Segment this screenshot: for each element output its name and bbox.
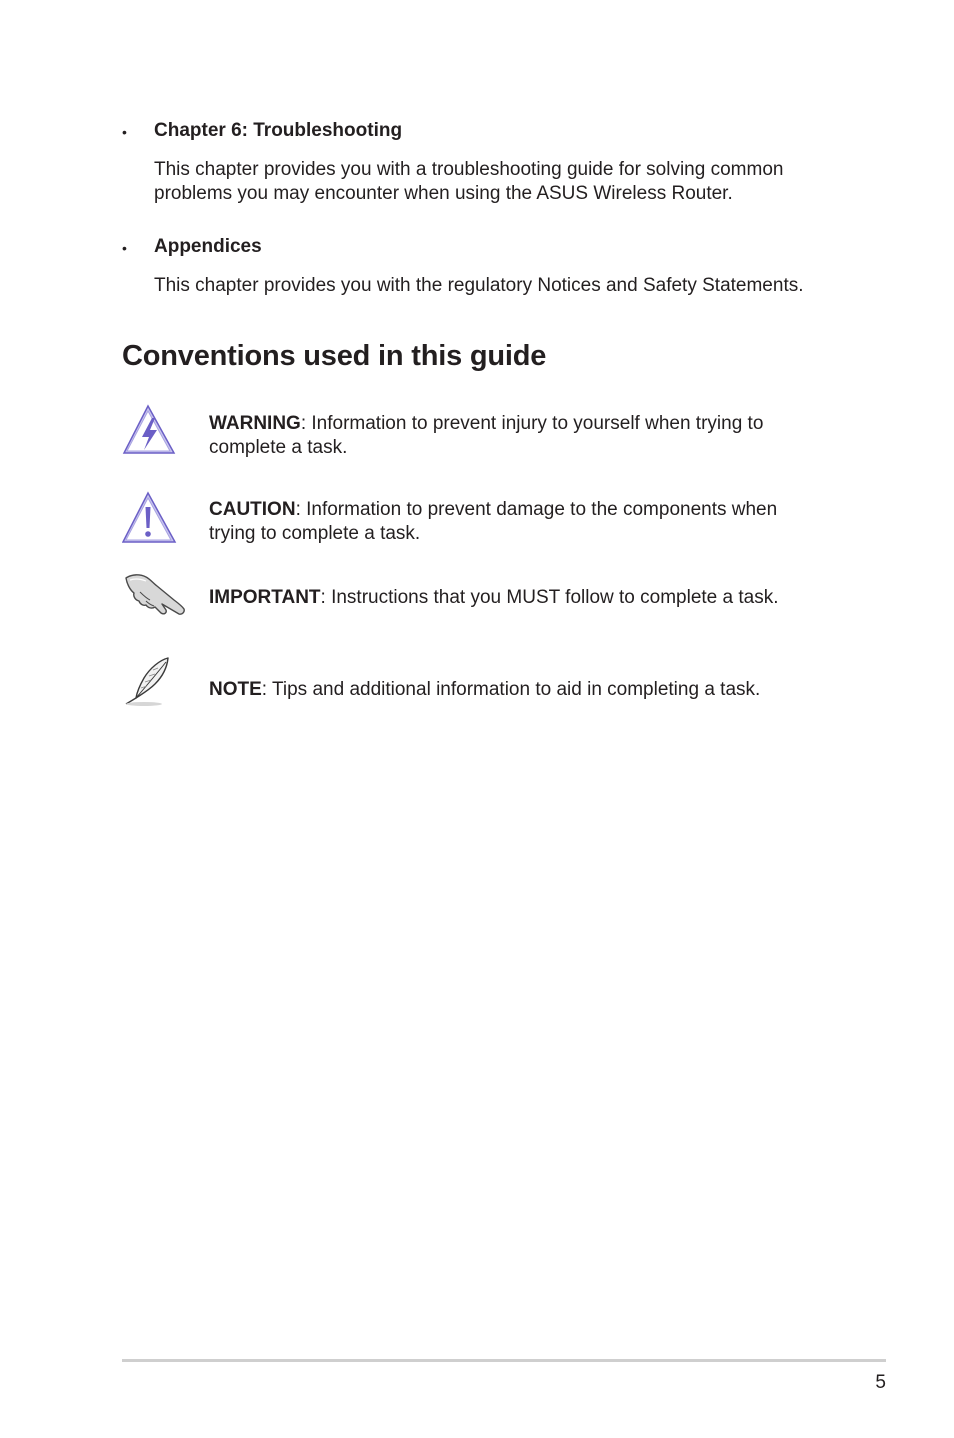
- chapter-6-description-line-1: This chapter provides you with a troubleshooting guide for solving common: [154, 159, 784, 180]
- note-label: NOTE: [209, 679, 262, 700]
- warning-text: [209, 412, 763, 460]
- note-text-line-1: [209, 678, 760, 702]
- chapter-6-description-line-2: problems you may encounter when using the ASUS Wireless Router.: [154, 183, 733, 204]
- warning-description: : Information to prevent injury to yourself when trying to: [300, 413, 764, 434]
- page-number: 5: [875, 1372, 886, 1393]
- important-label: IMPORTANT: [209, 587, 321, 608]
- conventions-heading: Conventions used in this guide: [122, 340, 547, 372]
- appendices-description-line-1: This chapter provides you with the regulatory Notices and Safety Statements.: [154, 275, 804, 296]
- chapter-6-title: Chapter 6: Troubleshooting: [154, 120, 403, 141]
- warning-lightning-icon: [122, 402, 182, 462]
- warning-text-line-2: complete a task.: [209, 437, 348, 458]
- caution-text: [209, 498, 777, 546]
- note-description: : Tips and additional information to aid in completing a task.: [261, 679, 761, 700]
- important-text-line-1: [209, 586, 779, 610]
- caution-text-line-2: trying to complete a task.: [209, 523, 421, 544]
- note-quill-icon: [122, 656, 182, 716]
- important-text: [209, 586, 779, 610]
- caution-text-line-1: [209, 498, 777, 522]
- bullet-dot: •: [122, 124, 127, 140]
- caution-label: CAUTION: [209, 499, 296, 520]
- appendices-title: Appendices: [154, 236, 262, 257]
- caution-description: : Information to prevent damage to the components when: [295, 499, 778, 520]
- important-description: : Instructions that you MUST follow to complete a task.: [320, 587, 779, 608]
- chapter-6-description: [154, 158, 844, 206]
- caution-exclamation-icon: [122, 490, 182, 550]
- footer-divider: [122, 1359, 886, 1362]
- bullet-dot: •: [122, 240, 127, 256]
- note-text: [209, 678, 760, 702]
- appendices-description: [154, 274, 844, 298]
- warning-label: WARNING: [209, 413, 301, 434]
- important-hand-icon: [122, 568, 182, 628]
- warning-text-line-1: [209, 412, 763, 436]
